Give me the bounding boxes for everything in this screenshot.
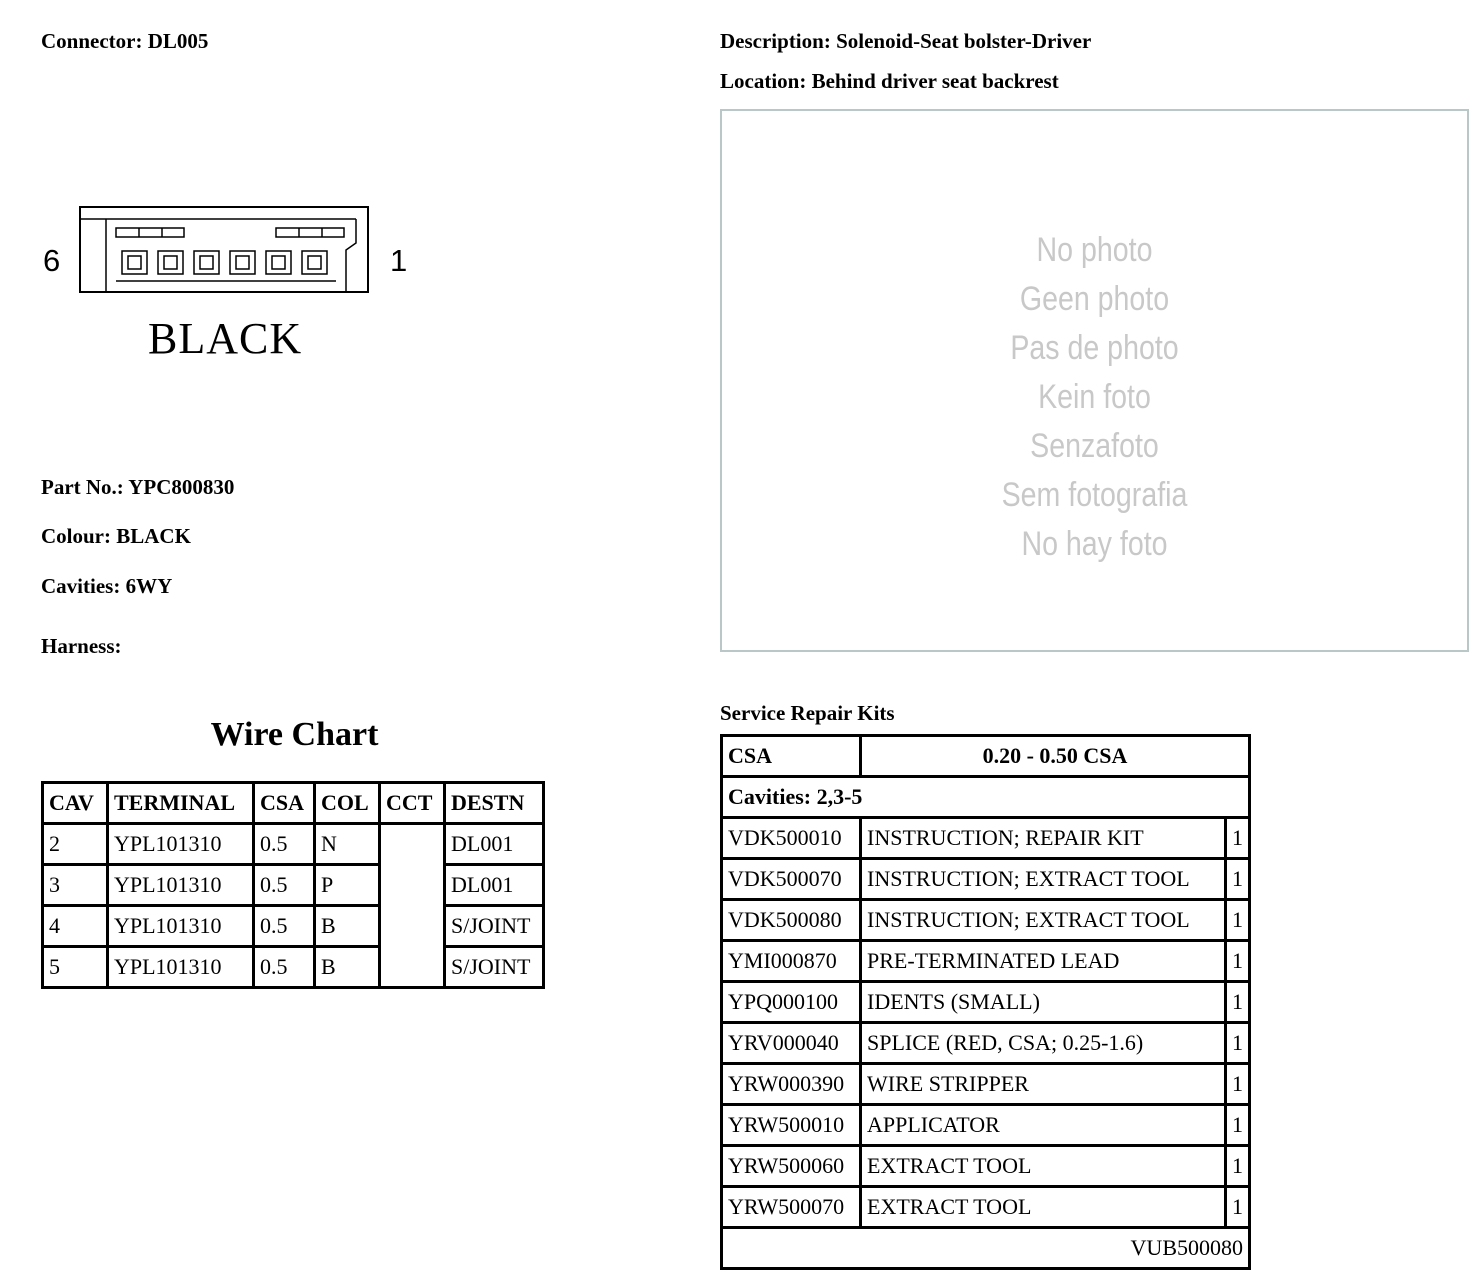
table-row <box>723 1188 1248 1226</box>
kit-number-row <box>723 1229 1248 1267</box>
cell-destn: S/JOINT <box>446 907 542 945</box>
col-cav: CAV <box>44 784 106 822</box>
kit-description: EXTRACT TOOL <box>862 1147 1224 1185</box>
table-row <box>723 1147 1248 1185</box>
table-row <box>723 942 1248 980</box>
photo-placeholder <box>720 109 1469 652</box>
cavities: Cavities: 6WY <box>41 574 173 598</box>
table-row <box>723 1106 1248 1144</box>
kit-description: INSTRUCTION; REPAIR KIT <box>862 819 1224 857</box>
cell-destn: DL001 <box>446 866 542 904</box>
wire-chart-title: Wire Chart <box>210 716 379 753</box>
cell-col: P <box>316 866 378 904</box>
repair-kits-table <box>720 734 1251 1270</box>
description-label: Description: Solenoid-Seat bolster-Driver <box>720 29 1092 53</box>
kit-description: INSTRUCTION; EXTRACT TOOL <box>862 860 1224 898</box>
cell-csa: 0.5 <box>255 907 313 945</box>
table-row <box>44 948 542 986</box>
kit-qty: 1 <box>1227 942 1248 980</box>
col-destn: DESTN <box>446 784 542 822</box>
location-label: Location: Behind driver seat backrest <box>720 69 1059 93</box>
kit-qty: 1 <box>1227 1147 1248 1185</box>
kit-description: EXTRACT TOOL <box>862 1188 1224 1226</box>
table-row <box>723 1024 1248 1062</box>
kit-qty: 1 <box>1227 819 1248 857</box>
col-csa: CSA <box>255 784 313 822</box>
cell-cav: 5 <box>44 948 106 986</box>
cell-csa: 0.5 <box>255 948 313 986</box>
table-row <box>723 860 1248 898</box>
kit-cavities: Cavities: 2,3-5 <box>723 778 1248 816</box>
kit-part-no: YRW500010 <box>723 1106 859 1144</box>
cell-cct <box>381 825 443 986</box>
table-row <box>723 1065 1248 1103</box>
kit-qty: 1 <box>1227 1024 1248 1062</box>
kit-qty: 1 <box>1227 901 1248 939</box>
connector-label: Connector: DL005 <box>41 29 209 53</box>
table-row <box>723 983 1248 1021</box>
cell-csa: 0.5 <box>255 866 313 904</box>
connector-colour-label: BLACK <box>148 314 303 363</box>
kit-part-no: VDK500080 <box>723 901 859 939</box>
csa-label: CSA <box>723 737 859 775</box>
kit-description: APPLICATOR <box>862 1106 1224 1144</box>
table-row <box>44 825 542 863</box>
kit-description: SPLICE (RED, CSA; 0.25-1.6) <box>862 1024 1224 1062</box>
cell-cav: 3 <box>44 866 106 904</box>
part-no: Part No.: YPC800830 <box>41 475 235 499</box>
kit-part-no: YRW000390 <box>723 1065 859 1103</box>
repair-kits-title: Service Repair Kits <box>720 701 895 725</box>
cell-terminal: YPL101310 <box>109 907 252 945</box>
colour: Colour: BLACK <box>41 524 191 548</box>
harness: Harness: <box>41 634 122 658</box>
pin-1-label: 1 <box>390 243 408 278</box>
table-row <box>723 819 1248 857</box>
cell-terminal: YPL101310 <box>109 948 252 986</box>
connector-diagram <box>40 195 420 375</box>
kit-description: PRE-TERMINATED LEAD <box>862 942 1224 980</box>
csa-value: 0.20 - 0.50 CSA <box>862 737 1248 775</box>
table-row <box>723 901 1248 939</box>
wire-chart-header <box>44 784 542 822</box>
cell-col: B <box>316 907 378 945</box>
kit-description: INSTRUCTION; EXTRACT TOOL <box>862 901 1224 939</box>
table-row <box>44 907 542 945</box>
col-col: COL <box>316 784 378 822</box>
kit-number: VUB500080 <box>723 1229 1248 1267</box>
kit-part-no: YRV000040 <box>723 1024 859 1062</box>
cell-cav: 2 <box>44 825 106 863</box>
pin-6-label: 6 <box>43 243 61 278</box>
kit-part-no: YRW500060 <box>723 1147 859 1185</box>
cavities-row <box>723 778 1248 816</box>
cell-terminal: YPL101310 <box>109 825 252 863</box>
cell-terminal: YPL101310 <box>109 866 252 904</box>
no-photo-text: No photo Geen photo Pas de photo Kein foto Senzafoto Sem fotografia No hay foto <box>1001 231 1188 563</box>
cell-col: B <box>316 948 378 986</box>
wire-chart-table <box>41 781 545 989</box>
col-terminal: TERMINAL <box>109 784 252 822</box>
cell-col: N <box>316 825 378 863</box>
kit-qty: 1 <box>1227 983 1248 1021</box>
kit-description: WIRE STRIPPER <box>862 1065 1224 1103</box>
table-row <box>44 866 542 904</box>
kit-part-no: YMI000870 <box>723 942 859 980</box>
kit-qty: 1 <box>1227 860 1248 898</box>
col-cct: CCT <box>381 784 443 822</box>
cell-destn: S/JOINT <box>446 948 542 986</box>
cell-cav: 4 <box>44 907 106 945</box>
csa-row <box>723 737 1248 775</box>
kit-qty: 1 <box>1227 1106 1248 1144</box>
kit-qty: 1 <box>1227 1065 1248 1103</box>
kit-part-no: VDK500070 <box>723 860 859 898</box>
cell-csa: 0.5 <box>255 825 313 863</box>
cell-destn: DL001 <box>446 825 542 863</box>
kit-part-no: VDK500010 <box>723 819 859 857</box>
kit-part-no: YRW500070 <box>723 1188 859 1226</box>
kit-qty: 1 <box>1227 1188 1248 1226</box>
kit-part-no: YPQ000100 <box>723 983 859 1021</box>
kit-description: IDENTS (SMALL) <box>862 983 1224 1021</box>
